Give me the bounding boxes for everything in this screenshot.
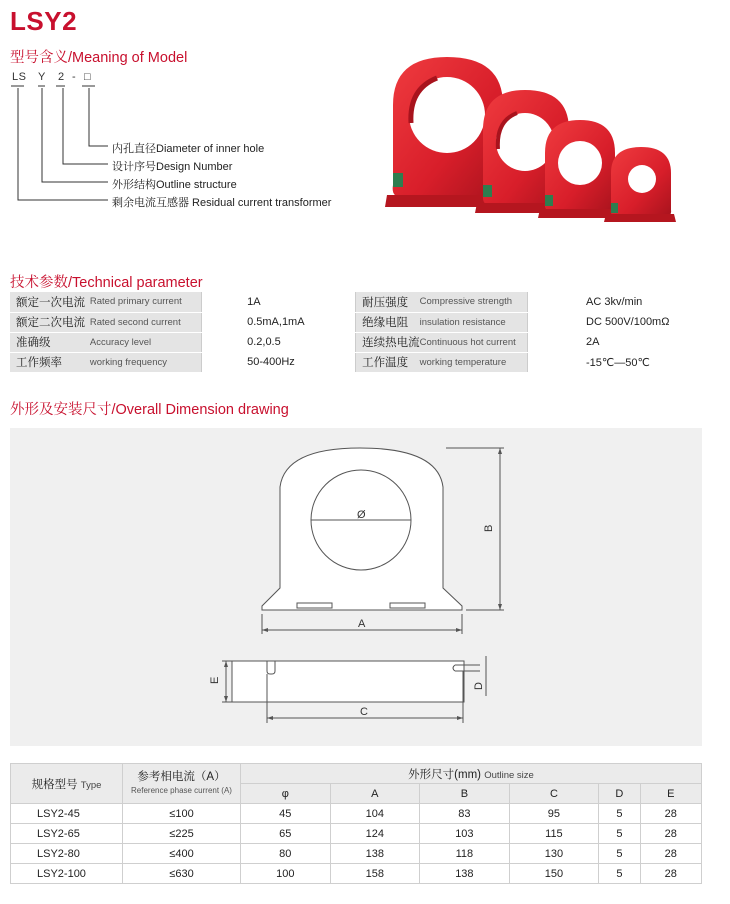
param-cn: 耐压强度 <box>356 292 420 312</box>
cell-phi: 45 <box>241 804 331 824</box>
col-e: E <box>640 784 701 804</box>
meaning-outline-structure: 外形结构Outline structure <box>112 179 237 191</box>
table-row <box>10 332 702 352</box>
cell-phi: 65 <box>241 824 331 844</box>
label-a: A <box>358 618 366 630</box>
code-2: 2 <box>58 71 65 83</box>
cell-model: LSY2-100 <box>11 864 123 884</box>
header-model <box>11 764 123 804</box>
table-row <box>10 292 702 312</box>
param-cn: 准确级 <box>10 332 90 352</box>
header-outline-cn: 外形尺寸(mm) <box>408 768 481 781</box>
param-value: -15℃—50℃ <box>528 352 702 372</box>
cell-current: ≤225 <box>123 824 241 844</box>
code-dash: - <box>72 71 77 83</box>
table-row <box>11 804 702 824</box>
param-cn: 工作温度 <box>356 352 420 372</box>
model-meaning-heading: 型号含义/Meaning of Model <box>10 50 188 66</box>
cell-b: 118 <box>420 844 510 864</box>
cell-model: LSY2-65 <box>11 824 123 844</box>
param-value: 0.5mA,1mA <box>202 312 356 332</box>
cell-d: 5 <box>599 804 640 824</box>
label-e: E <box>209 676 221 684</box>
cell-e: 28 <box>640 824 701 844</box>
cell-a: 104 <box>330 804 420 824</box>
header-current <box>123 764 241 804</box>
param-cn: 连续热电流 <box>356 332 420 352</box>
transformer-small <box>538 120 620 218</box>
cell-e: 28 <box>640 844 701 864</box>
meaning-inner-hole: 内孔直径Diameter of inner hole <box>112 143 265 155</box>
cell-a: 158 <box>330 864 420 884</box>
table-row <box>11 824 702 844</box>
param-en: working frequency <box>90 352 202 372</box>
param-value: 0.2,0.5 <box>202 332 356 352</box>
page-title: LSY2 <box>10 6 78 36</box>
table-row <box>11 844 702 864</box>
param-cn: 工作频率 <box>10 352 90 372</box>
cell-phi: 100 <box>241 864 331 884</box>
label-b: B <box>483 524 495 532</box>
code-y: Y <box>38 71 46 83</box>
meaning-residual-ct: 剩余电流互感器 Residual current transformer <box>112 197 332 209</box>
cell-b: 138 <box>420 864 510 884</box>
header-outline <box>241 764 702 784</box>
dimension-drawing <box>10 428 702 746</box>
header-current-cn: 参考相电流（A） <box>137 770 226 783</box>
param-en: insulation resistance <box>420 312 528 332</box>
header-outline-en: Outline size <box>484 769 534 781</box>
param-value: 1A <box>202 292 356 312</box>
param-cn: 绝缘电阻 <box>356 312 420 332</box>
col-a: A <box>330 784 420 804</box>
cell-c: 95 <box>509 804 599 824</box>
code-box: □ <box>84 71 92 83</box>
header-model-en: Type <box>80 779 102 791</box>
cell-c: 130 <box>509 844 599 864</box>
cell-current: ≤100 <box>123 804 241 824</box>
cell-a: 124 <box>330 824 420 844</box>
param-en: working temperature <box>420 352 528 372</box>
header-model-cn: 规格型号 <box>31 778 78 791</box>
param-value: 50-400Hz <box>202 352 356 372</box>
size-table <box>10 763 702 884</box>
param-value: AC 3kv/min <box>528 292 702 312</box>
param-en: Rated second current <box>90 312 202 332</box>
product-photo <box>375 45 715 230</box>
cell-model: LSY2-45 <box>11 804 123 824</box>
tech-table <box>10 292 702 373</box>
cell-d: 5 <box>599 824 640 844</box>
col-d: D <box>599 784 640 804</box>
cell-phi: 80 <box>241 844 331 864</box>
cell-model: LSY2-80 <box>11 844 123 864</box>
transformer-smallest <box>604 147 676 222</box>
tech-heading: 技术参数/Technical parameter <box>10 275 203 291</box>
table-row <box>10 312 702 332</box>
cell-e: 28 <box>640 864 701 884</box>
cell-a: 138 <box>330 844 420 864</box>
param-value: DC 500V/100mΩ <box>528 312 702 332</box>
cell-c: 115 <box>509 824 599 844</box>
param-cn: 额定二次电流 <box>10 312 90 332</box>
header-current-en: Reference phase current (A) <box>131 785 232 795</box>
cell-b: 103 <box>420 824 510 844</box>
table-row <box>10 352 702 372</box>
code-ls: LS <box>12 71 27 83</box>
param-cn: 额定一次电流 <box>10 292 90 312</box>
col-b: B <box>420 784 510 804</box>
cell-current: ≤630 <box>123 864 241 884</box>
cell-d: 5 <box>599 844 640 864</box>
dimension-heading: 外形及安装尺寸/Overall Dimension drawing <box>10 402 289 418</box>
param-en: Accuracy level <box>90 332 202 352</box>
label-d: D <box>473 682 485 690</box>
table-row <box>11 864 702 884</box>
col-phi: φ <box>241 784 331 804</box>
dimension-drawing-svg <box>10 428 702 746</box>
cell-c: 150 <box>509 864 599 884</box>
cell-current: ≤400 <box>123 844 241 864</box>
meaning-design-number: 设计序号Design Number <box>112 161 233 173</box>
cell-d: 5 <box>599 864 640 884</box>
param-value: 2A <box>528 332 702 352</box>
param-en: Rated primary current <box>90 292 202 312</box>
label-c: C <box>360 706 368 718</box>
col-c: C <box>509 784 599 804</box>
param-en: Continuous hot current <box>420 332 528 352</box>
cell-e: 28 <box>640 804 701 824</box>
param-en: Compressive strength <box>420 292 528 312</box>
label-phi: Ø <box>357 509 366 521</box>
cell-b: 83 <box>420 804 510 824</box>
